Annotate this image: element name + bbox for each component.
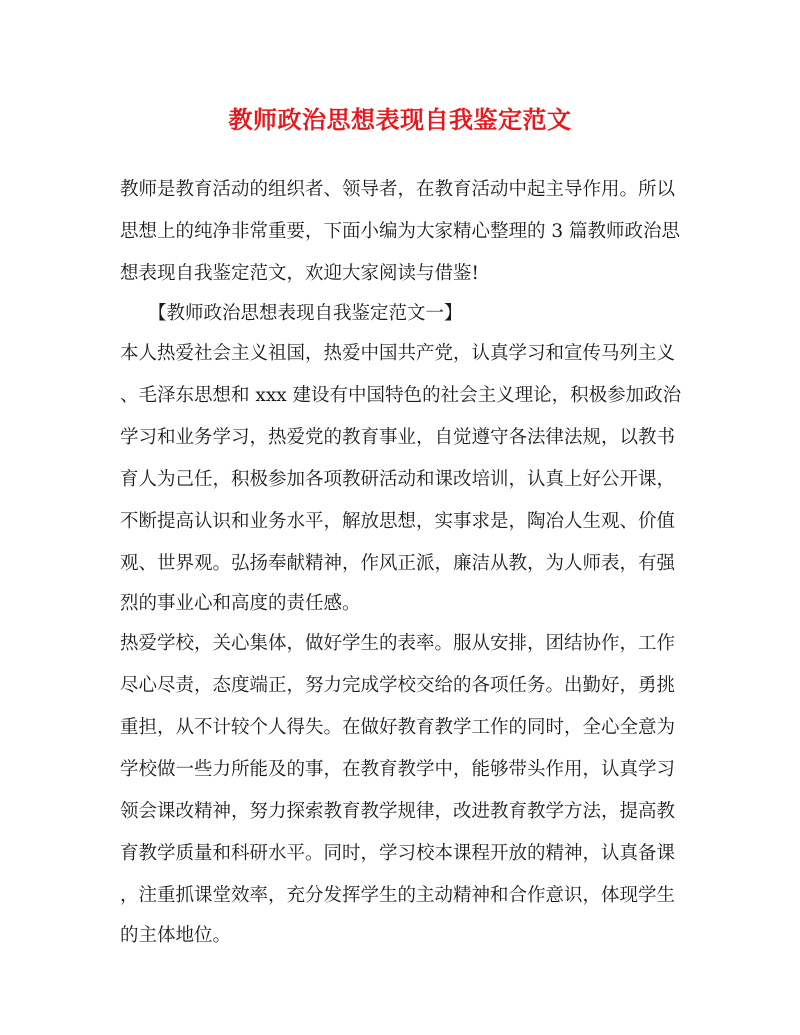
body-line: ，注重抓课堂效率，充分发挥学生的主动精神和合作意识，体现学生 — [120, 885, 676, 906]
body-line: 的主体地位。 — [120, 925, 232, 946]
body-line: 育人为己任，积极参加各项教研活动和课改培训，认真上好公开课， — [120, 469, 676, 490]
body-line: 教师是教育活动的组织者、领导者，在教育活动中起主导作用。所以 — [120, 179, 676, 200]
document-title: 教师政治思想表现自我鉴定范文 — [228, 105, 572, 134]
body-line: 热爱学校，关心集体，做好学生的表率。服从安排，团结协作，工作 — [120, 633, 676, 654]
body-line: 不断提高认识和业务水平，解放思想，实事求是，陶冶人生观、价值 — [120, 511, 676, 532]
body-line: 想表现自我鉴定范文，欢迎大家阅读与借鉴! — [120, 263, 479, 284]
body-line: 本人热爱社会主义祖国，热爱中国共产党，认真学习和宣传马列主义 — [120, 343, 676, 364]
body-line: 学习和业务学习，热爱党的教育事业，自觉遵守各法律法规，以教书 — [120, 427, 676, 448]
body-line: 重担，从不计较个人得失。在做好教育教学工作的同时，全心全意为 — [120, 717, 676, 738]
body-line: 育教学质量和科研水平。同时，学习校本课程开放的精神，认真备课 — [120, 843, 676, 864]
body-line: 、毛泽东思想和 xxx 建设有中国特色的社会主义理论，积极参加政治 — [120, 385, 682, 406]
body-line: 烈的事业心和高度的责任感。 — [120, 593, 361, 614]
body-line: 尽心尽责，态度端正，努力完成学校交给的各项任务。出勤好，勇挑 — [120, 675, 676, 696]
body-line: 领会课改精神，努力探索教育教学规律，改进教育教学方法，提高教 — [120, 801, 676, 822]
section-heading: 【教师政治思想表现自我鉴定范文一】 — [148, 303, 463, 324]
body-line: 思想上的纯净非常重要，下面小编为大家精心整理的 3 篇教师政治思 — [120, 221, 681, 242]
body-line: 观、世界观。弘扬奉献精神，作风正派，廉洁从教，为人师表，有强 — [120, 553, 676, 574]
body-line: 学校做一些力所能及的事，在教育教学中，能够带头作用，认真学习 — [120, 759, 676, 780]
